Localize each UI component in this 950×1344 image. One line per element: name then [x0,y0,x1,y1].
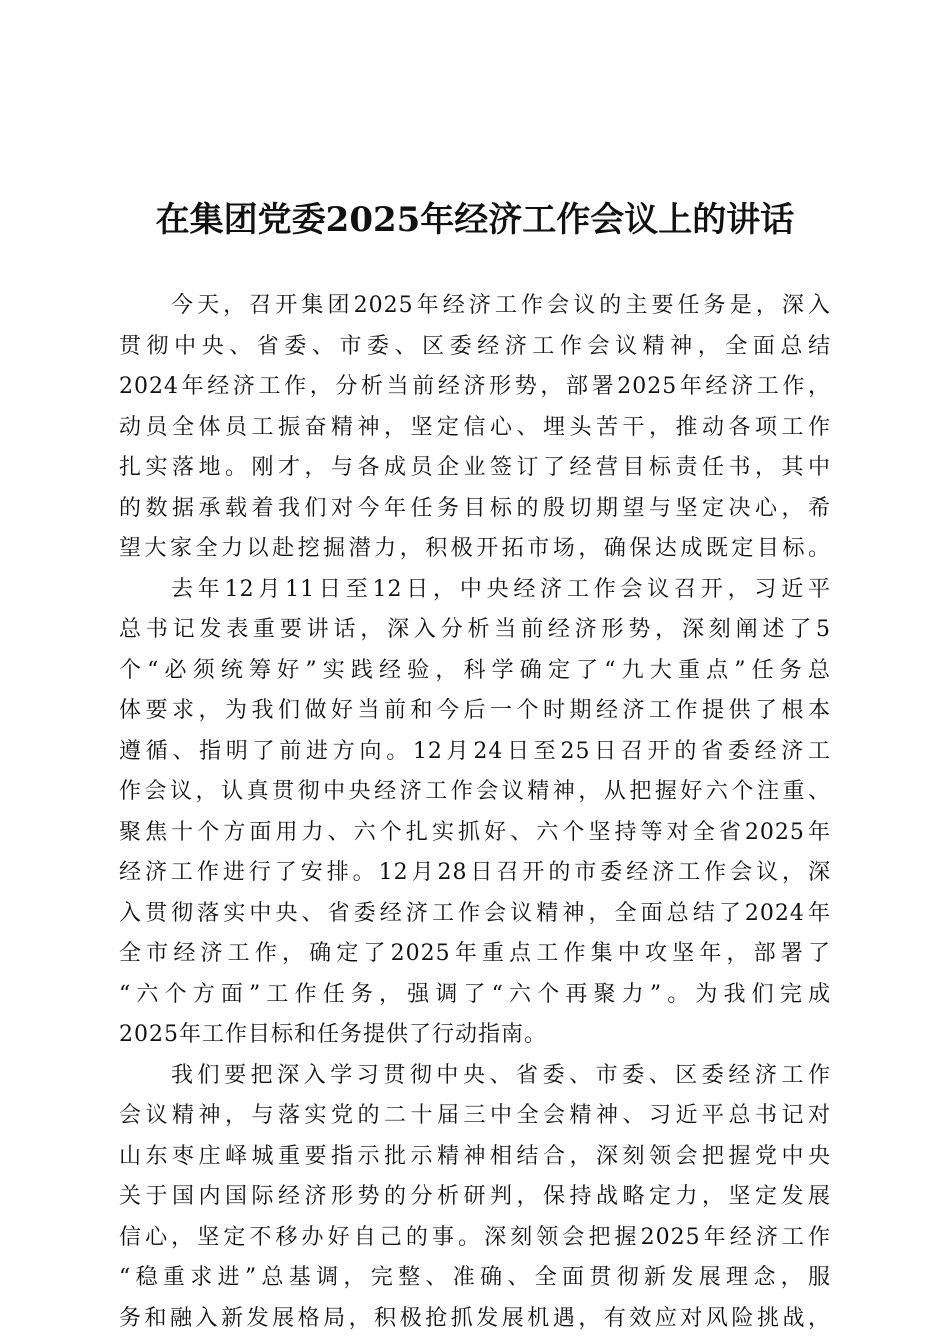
paragraph-line: 作会议，认真贯彻中央经济工作会议精神，从把握好六个注重、 [119,779,831,804]
paragraph-line: “稳重求进”总基调，完整、准确、全面贯彻新发展理念，服 [119,1265,831,1290]
paragraph-line: 2024年经济工作，分析当前经济形势，部署2025年经济工作， [119,374,831,399]
paragraph-line: 望大家全力以赴挖掘潜力，积极开拓市场，确保达成既定目标。 [119,536,831,561]
paragraph-line: 遵循、指明了前进方向。12月24日至25日召开的省委经济工 [119,738,831,764]
paragraph-line: 关于国内国际经济形势的分析研判，保持战略定力，坚定发展 [119,1184,831,1209]
document-body [119,286,831,1339]
paragraph-line: 务和融入新发展格局，积极抢抓发展机遇，有效应对风险挑战， [119,1305,831,1331]
paragraph-line: 2025年工作目标和任务提供了行动指南。 [119,1022,547,1047]
paragraph-line: 扎实落地。刚才，与各成员企业签订了经营目标责任书，其中 [119,455,831,480]
paragraph-line: 我们要把深入学习贯彻中央、省委、市委、区委经济工作 [171,1062,831,1088]
paragraph-line: 今天，召开集团2025年经济工作会议的主要任务是，深入 [171,293,831,318]
paragraph-line: 贯彻中央、省委、市委、区委经济工作会议精神，全面总结 [119,333,831,359]
paragraph-line: 信心，坚定不移办好自己的事。深刻领会把握2025年经济工作 [119,1224,831,1250]
paragraph-line: 的数据承载着我们对今年任务目标的殷切期望与坚定决心，希 [119,495,831,521]
paragraph-line: 山东枣庄峄城重要指示批示精神相结合，深刻领会把握党中央 [119,1143,831,1169]
paragraph-line: 聚焦十个方面用力、六个扎实抓好、六个坚持等对全省2025年 [119,819,831,845]
paragraph-line: 入贯彻落实中央、省委经济工作会议精神，全面总结了2024年 [119,900,831,926]
paragraph-line: 会议精神，与落实党的二十届三中全会精神、习近平总书记对 [119,1103,831,1128]
paragraph-line: 经济工作进行了安排。12月28日召开的市委经济工作会议，深 [119,860,831,885]
paragraph-line: “六个方面”工作任务，强调了“六个再聚力”。为我们完成 [119,981,831,1007]
paragraph-line: 个“必须统筹好”实践经验，科学确定了“九大重点”任务总 [119,657,831,683]
paragraph-line: 体要求，为我们做好当前和今后一个时期经济工作提供了根本 [119,698,831,723]
paragraph-3 [119,1056,831,1340]
paragraph-2 [119,570,831,1056]
paragraph-line: 总书记发表重要讲话，深入分析当前经济形势，深刻阐述了5 [119,617,831,642]
paragraph-line: 全市经济工作，确定了2025年重点工作集中攻坚年，部署了 [119,941,831,966]
paragraph-line: 动员全体员工振奋精神，坚定信心、埋头苦干，推动各项工作 [119,414,831,440]
document-title: 在集团党委2025年经济工作会议上的讲话 [155,200,795,240]
paragraph-1 [119,286,831,570]
paragraph-line: 去年12月11日至12日，中央经济工作会议召开，习近平 [171,576,831,602]
